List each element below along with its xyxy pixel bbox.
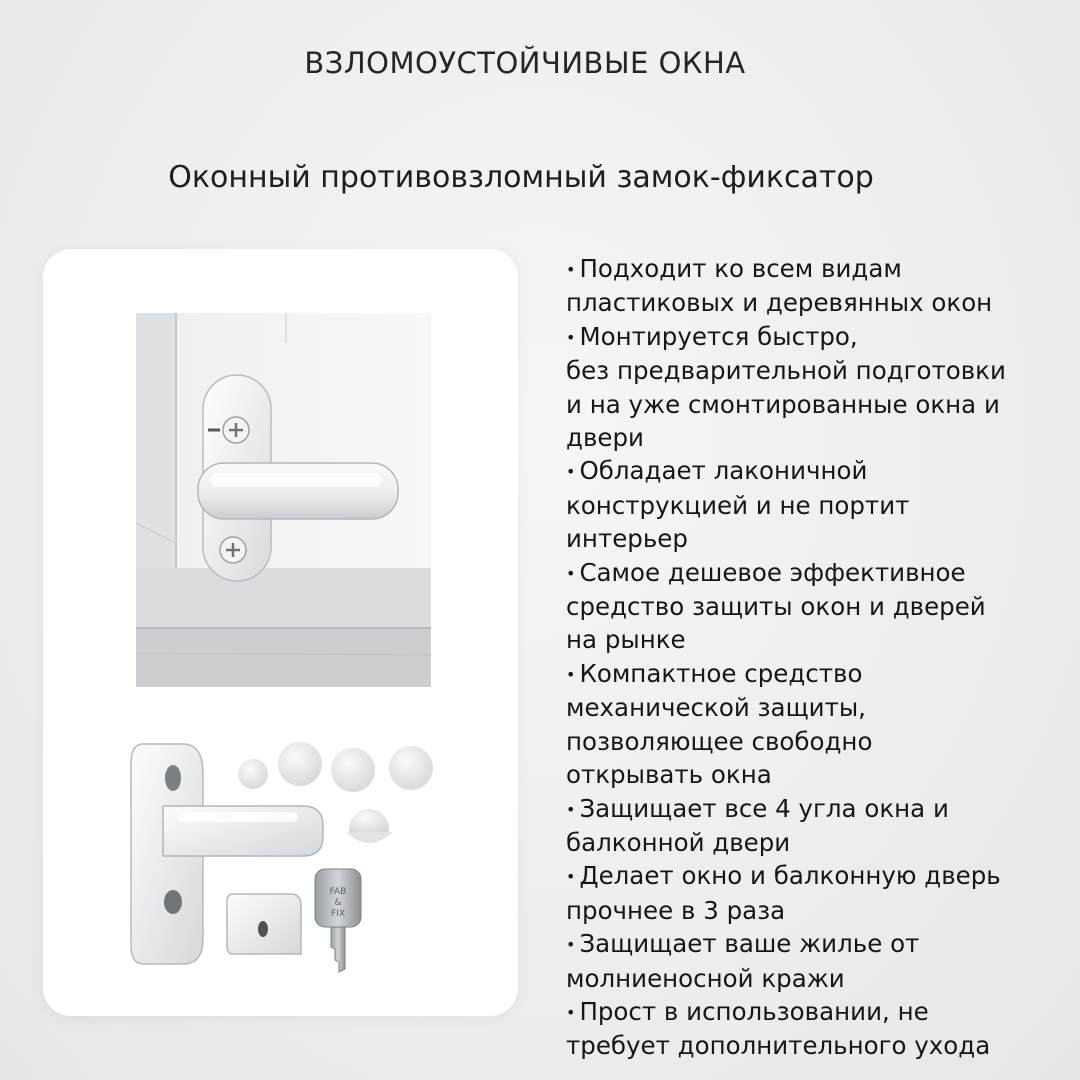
feature-text: Защищает ваше жилье от молниеносной кражи <box>566 929 920 993</box>
feature-text: Делает окно и балконную дверь прочнее в 3 раза <box>566 861 1001 925</box>
feature-item <box>566 859 1066 927</box>
lock-kit-photo <box>123 734 443 974</box>
feature-item <box>566 454 1066 555</box>
bullet-icon: • <box>566 867 576 887</box>
feature-text: Прост в использовании, не требует дополнительного ухода <box>566 996 991 1061</box>
feature-item <box>566 995 1066 1063</box>
feature-item <box>566 556 1066 657</box>
product-image-card <box>43 249 518 1016</box>
feature-text: Компактное средство механической защиты, позволяющее свободно открывать окна <box>566 658 873 790</box>
feature-text: Защищает все 4 угла окна и балконной двери <box>566 793 949 857</box>
feature-item <box>566 320 1066 455</box>
bullet-icon: • <box>566 799 576 819</box>
feature-item <box>566 927 1066 995</box>
feature-text: Монтируется быстро, без предварительной подготовки и на уже смонтированные окна и двери <box>566 321 1006 453</box>
feature-text: Самое дешевое эффективное средство защиты окон и дверей на рынке <box>566 557 986 655</box>
bullet-icon: • <box>566 327 576 347</box>
feature-item <box>566 792 1066 860</box>
svg-text:&: & <box>334 898 342 908</box>
bullet-icon: • <box>566 462 576 482</box>
installed-lock-photo <box>136 313 431 687</box>
bullet-icon: • <box>566 1002 576 1022</box>
feature-item <box>566 252 1066 320</box>
feature-text: Обладает лаконичной конструкцией и не портит интерьер <box>566 456 910 554</box>
features-list <box>566 252 1066 1063</box>
svg-text:FIX: FIX <box>331 909 345 919</box>
bullet-icon: • <box>566 935 576 955</box>
feature-text: Подходит ко всем видам пластиковых и деревянных окон <box>566 254 993 318</box>
bullet-icon: • <box>566 260 576 279</box>
page-title: ВЗЛОМОУСТОЙЧИВЫЕ ОКНА <box>304 46 746 80</box>
feature-item <box>566 657 1066 792</box>
bullet-icon: • <box>566 563 576 583</box>
key-engraving-text: FAB <box>329 887 347 897</box>
page-subtitle: Оконный противовзломный замок-фиксатор <box>168 160 874 195</box>
bullet-icon: • <box>566 664 576 684</box>
